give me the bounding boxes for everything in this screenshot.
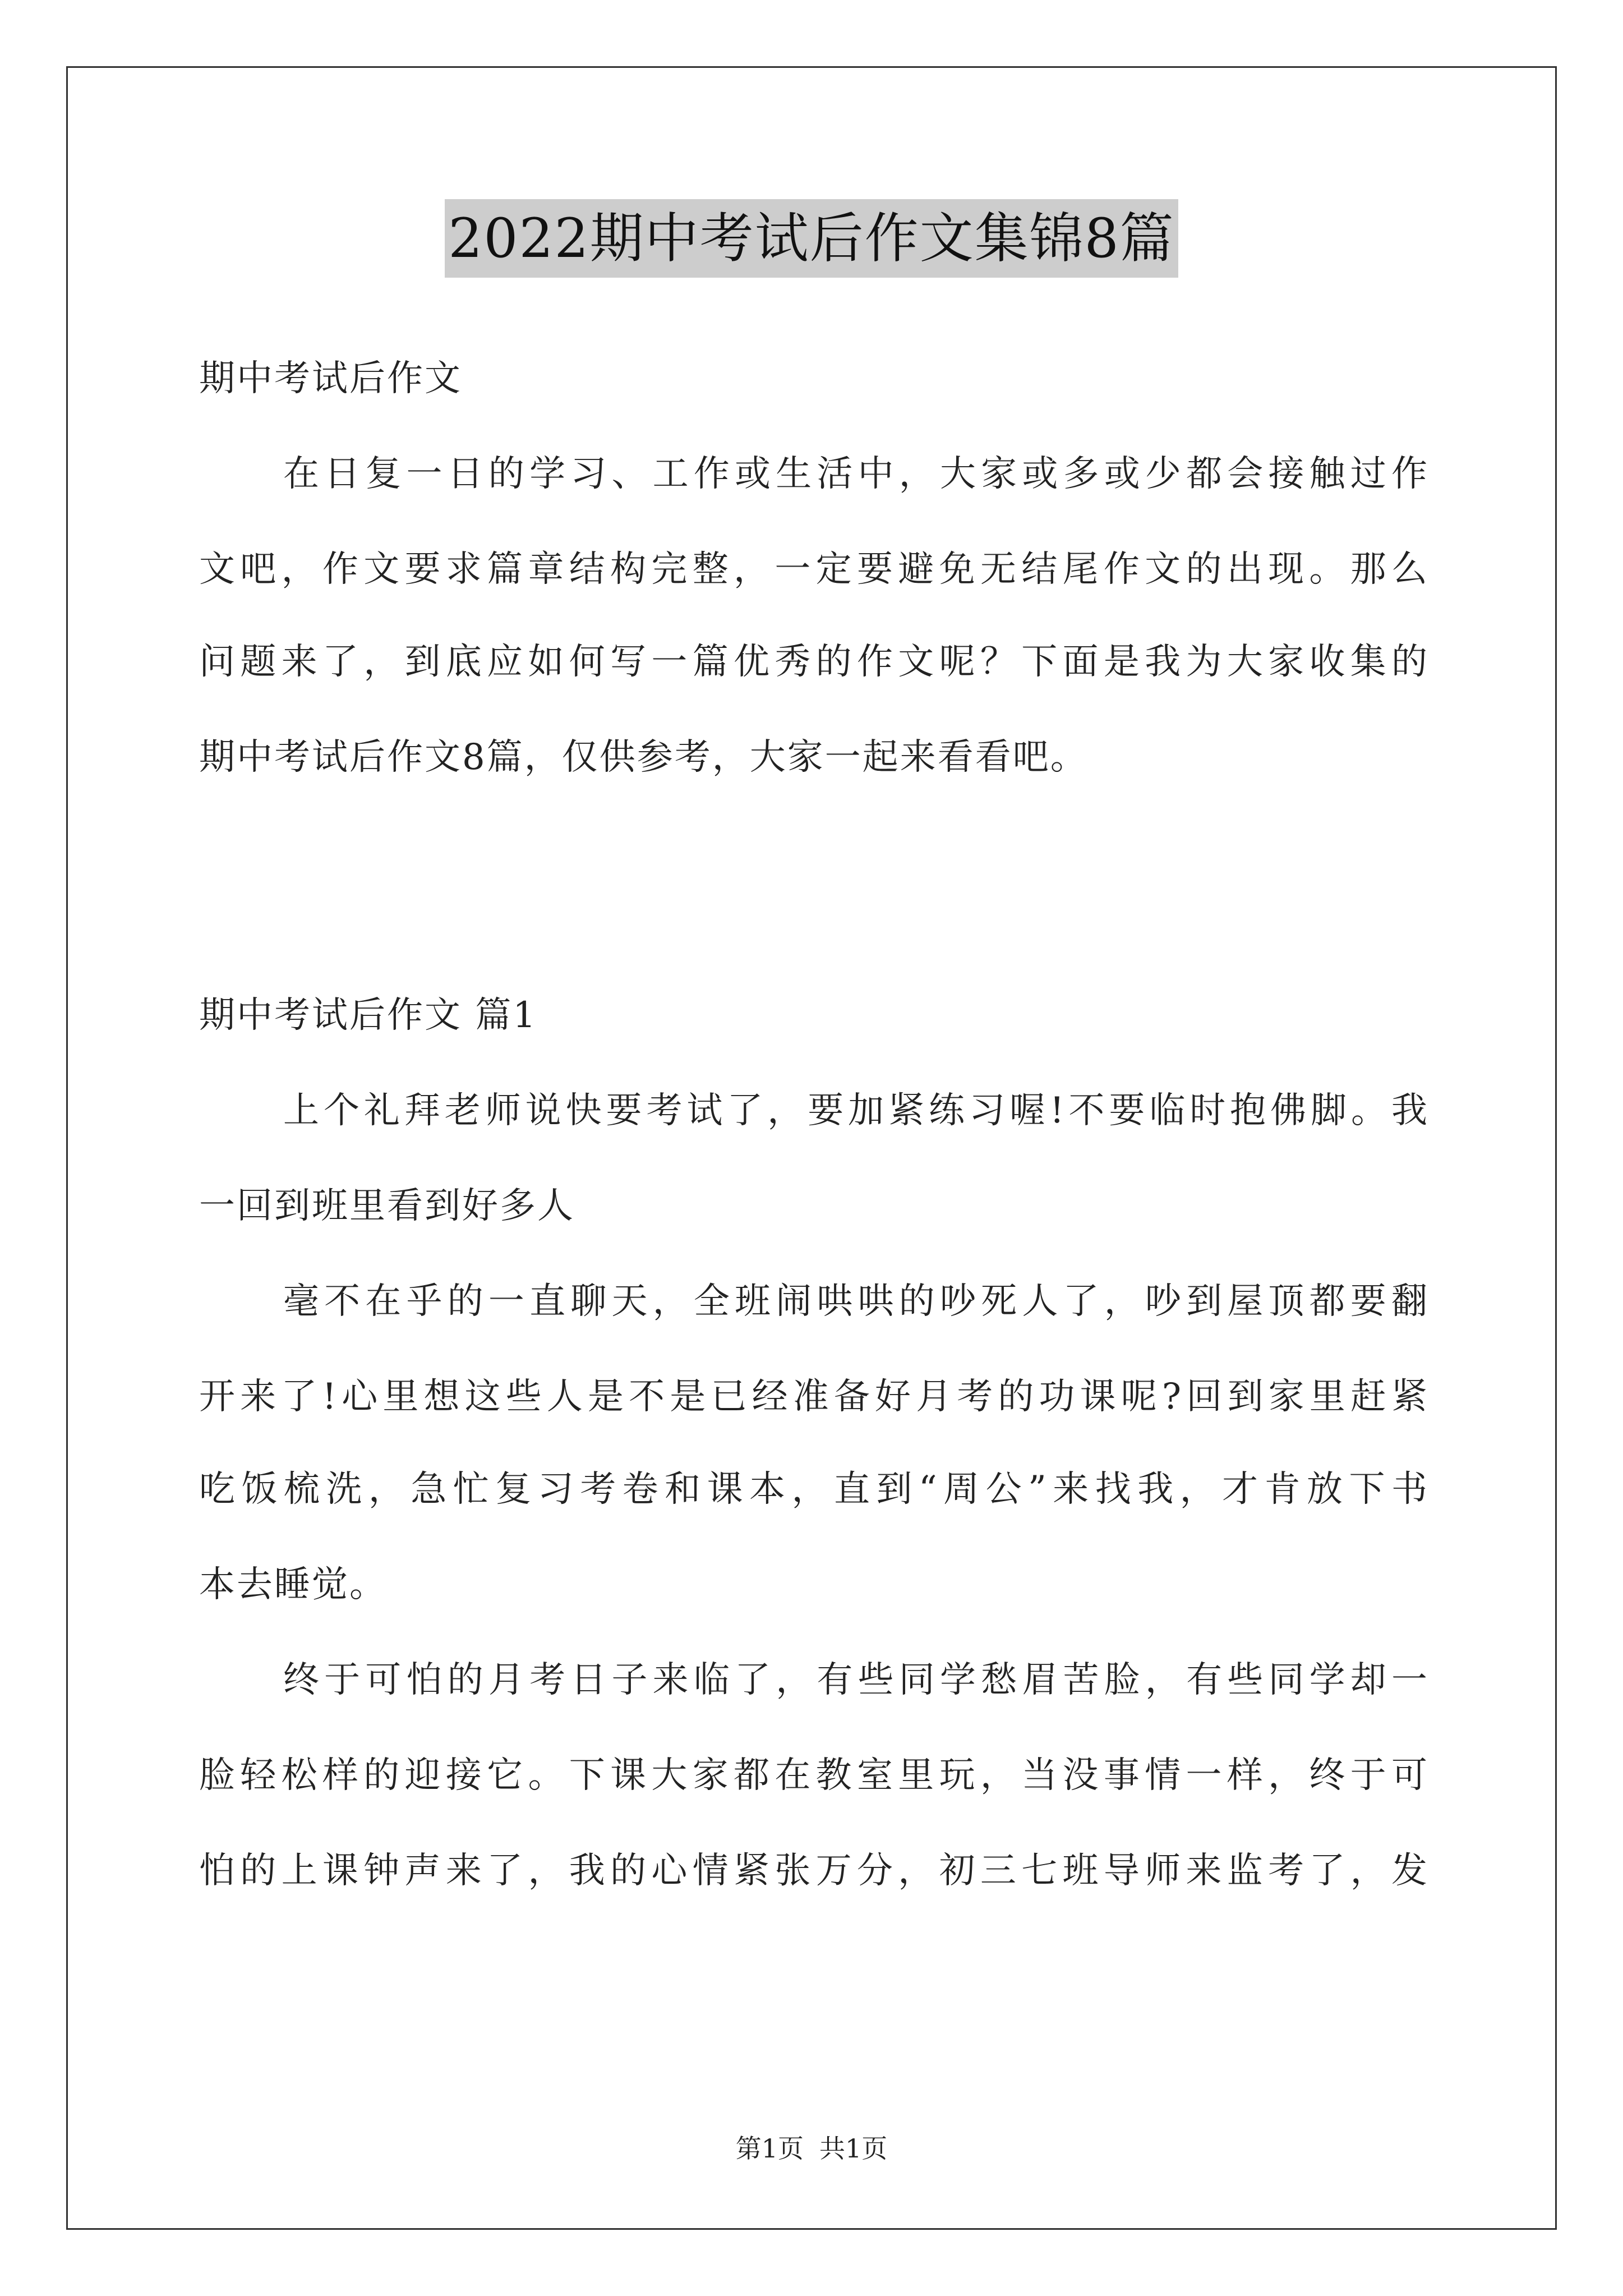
intro-paragraph-line: 文吧，作文要求篇章结构完整，一定要避免无结尾作文的出现。那么 xyxy=(199,549,1427,590)
intro-paragraph-line: 期中考试后作文8篇，仅供参考，大家一起来看看吧。 xyxy=(199,737,1088,778)
intro-paragraph-line: 问题来了，到底应如何写一篇优秀的作文呢？下面是我为大家收集的 xyxy=(199,641,1427,683)
document-title: 2022期中考试后作文集锦8篇 xyxy=(445,199,1178,278)
essay-paragraph-line: 本去睡觉。 xyxy=(199,1564,387,1605)
essay-paragraph-line: 吃饭梳洗，急忙复习考卷和课本，直到“周公”来找我，才肯放下书 xyxy=(199,1469,1427,1510)
intro-paragraph-line: 在日复一日的学习、工作或生活中，大家或多或少都会接触过作 xyxy=(283,453,1427,495)
intro-heading: 期中考试后作文 xyxy=(199,358,462,399)
essay-paragraph-line: 毫不在乎的一直聊天，全班闹哄哄的吵死人了，吵到屋顶都要翻 xyxy=(283,1281,1427,1322)
page-footer xyxy=(0,2132,1623,2165)
essay-paragraph-line: 终于可怕的月考日子来临了，有些同学愁眉苦脸，有些同学却一 xyxy=(283,1659,1427,1701)
essay-paragraph-line: 上个礼拜老师说快要考试了，要加紧练习喔!不要临时抱佛脚。我 xyxy=(283,1090,1427,1131)
essay-paragraph-line: 脸轻松样的迎接它。下课大家都在教室里玩，当没事情一样，终于可 xyxy=(199,1755,1427,1796)
essay-paragraph-line: 开来了!心里想这些人是不是已经准备好月考的功课呢?回到家里赶紧 xyxy=(199,1376,1427,1418)
essay-paragraph-line: 一回到班里看到好多人 xyxy=(199,1185,575,1227)
page-total: 共1页 xyxy=(819,2133,888,2164)
section-heading: 期中考试后作文 篇1 xyxy=(199,995,538,1036)
page-number: 第1页 xyxy=(735,2133,804,2164)
essay-paragraph-line: 怕的上课钟声来了，我的心情紧张万分，初三七班导师来监考了，发 xyxy=(199,1850,1427,1892)
title-container xyxy=(0,199,1623,278)
